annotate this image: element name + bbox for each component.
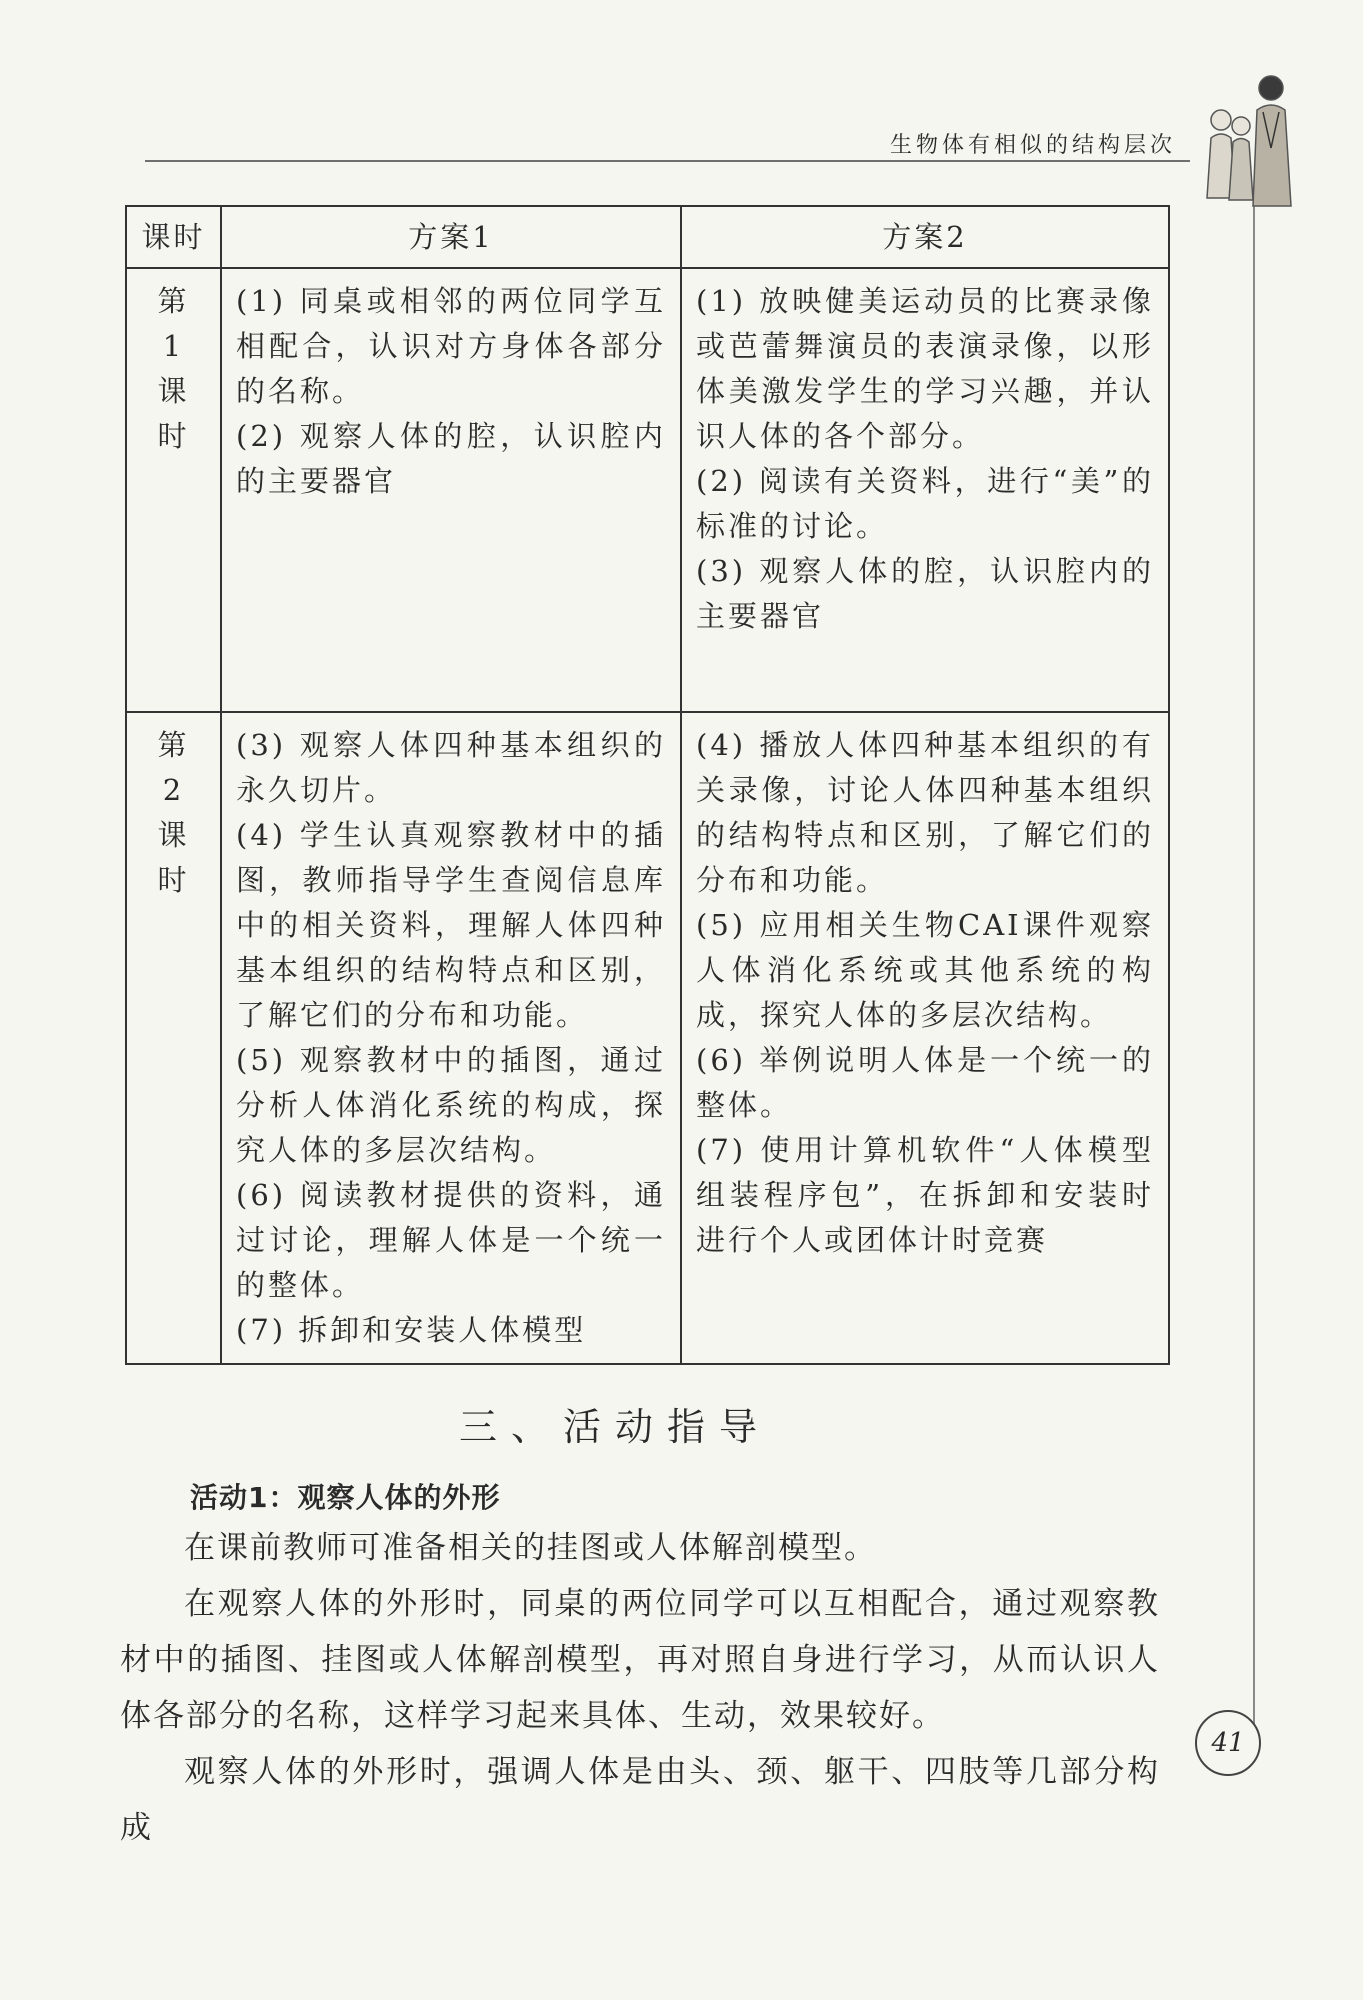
plan-item: (2) 阅读有关资料，进行“美”的标准的讨论。 xyxy=(696,464,1154,543)
plan-item: (6) 阅读教材提供的资料，通过讨论，理解人体是一个统一的整体。 xyxy=(236,1178,666,1302)
teacher-students-illustration xyxy=(1193,68,1303,208)
header-cell-plan2: 方案2 xyxy=(681,206,1169,268)
plan-item: (3) 观察人体四种基本组织的永久切片。 xyxy=(236,728,666,807)
plan-item: (6) 举例说明人体是一个统一的整体。 xyxy=(696,1043,1154,1122)
table-row-lesson1 xyxy=(126,268,1169,712)
header-rule xyxy=(145,160,1190,162)
body-paragraph: 在观察人体的外形时，同桌的两位同学可以互相配合，通过观察教材中的插图、挂图或人体解剖模型，再对照自身进行学习，从而认识人体各部分的名称，这样学习起来具体、生动，效果较好。 xyxy=(120,1586,1160,1734)
plan1-cell xyxy=(221,712,681,1364)
plan-item: (4) 学生认真观察教材中的插图，教师指导学生查阅信息库中的相关资料，理解人体四种基本组织的结构特点和区别，了解它们的分布和功能。 xyxy=(236,818,666,1032)
plan-item: (7) 拆卸和安装人体模型 xyxy=(236,1313,587,1347)
plan2-cell xyxy=(681,712,1169,1364)
plan1-cell xyxy=(221,268,681,712)
header-cell-period: 课时 xyxy=(126,206,221,268)
running-header: 生物体有相似的结构层次 xyxy=(890,133,1177,158)
plan-item: (1) 同桌或相邻的两位同学互相配合，认识对方身体各部分的名称。 xyxy=(236,284,666,408)
plan-item: (2) 观察人体的腔，认识腔内的主要器官 xyxy=(236,419,666,498)
table-header-row xyxy=(126,206,1169,268)
period-label: 第1课时 xyxy=(157,284,190,453)
plan2-cell xyxy=(681,268,1169,712)
page-number: 41 xyxy=(1195,1710,1261,1776)
plan-item: (3) 观察人体的腔，认识腔内的主要器官 xyxy=(696,554,1154,633)
activity-heading: 活动1：观察人体的外形 xyxy=(190,1481,501,1514)
plan-item: (5) 应用相关生物CAI课件观察人体消化系统或其他系统的构成，探究人体的多层次结构。 xyxy=(696,908,1154,1032)
plan-item: (4) 播放人体四种基本组织的有关录像，讨论人体四种基本组织的结构特点和区别，了解它们的分布和功能。 xyxy=(696,728,1154,897)
period-label: 第2课时 xyxy=(157,728,190,897)
plan-item: (1) 放映健美运动员的比赛录像或芭蕾舞演员的表演录像，以形体美激发学生的学习兴趣，并认识人体的各个部分。 xyxy=(696,284,1154,453)
section-heading: 三、活动指导 xyxy=(458,1405,771,1449)
margin-rule xyxy=(1253,205,1255,1735)
table-row-lesson2 xyxy=(126,712,1169,1364)
period-cell xyxy=(126,268,221,712)
body-paragraph: 观察人体的外形时，强调人体是由头、颈、躯干、四肢等几部分构成 xyxy=(120,1754,1160,1846)
body-paragraph: 在课前教师可准备相关的挂图或人体解剖模型。 xyxy=(184,1530,877,1566)
header-cell-plan1: 方案1 xyxy=(221,206,681,268)
plan-item: (7) 使用计算机软件“人体模型组装程序包”，在拆卸和安装时进行个人或团体计时竞赛 xyxy=(696,1133,1154,1257)
plan-item: (5) 观察教材中的插图，通过分析人体消化系统的构成，探究人体的多层次结构。 xyxy=(236,1043,666,1167)
lesson-plan-table xyxy=(125,205,1170,1365)
period-cell xyxy=(126,712,221,1364)
